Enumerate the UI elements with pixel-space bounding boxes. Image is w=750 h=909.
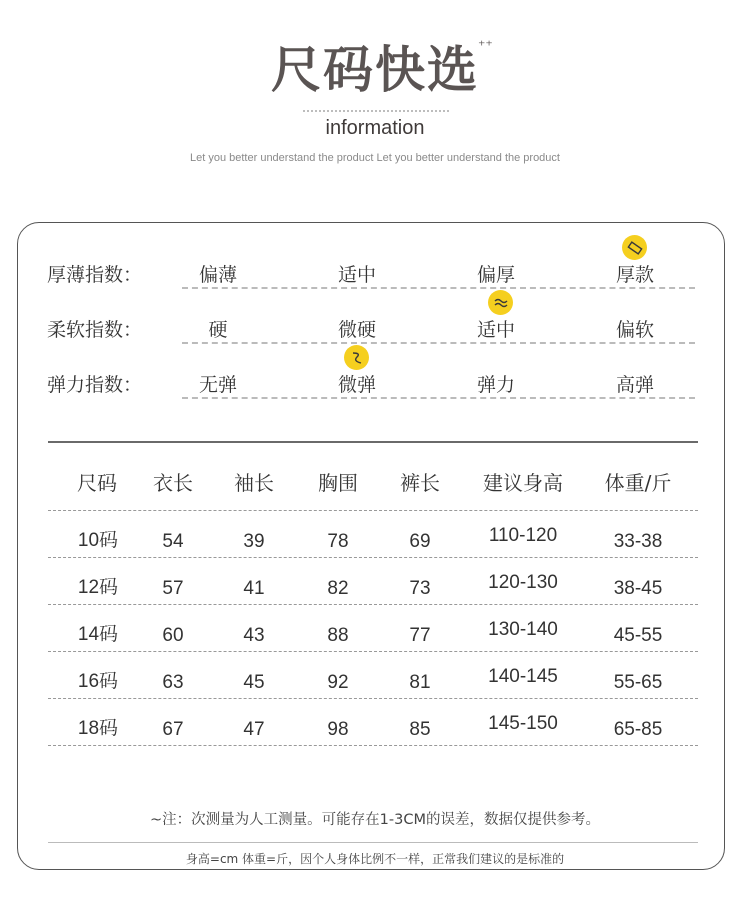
table-cell: 16码 (77, 671, 119, 692)
footnote: 身高=cm 体重=斤，因个人身体比例不一样，正常我们建议的是标准的 (185, 852, 565, 866)
table-cell: 33-38 (613, 531, 663, 552)
table-cell: 77 (409, 625, 431, 646)
table-cell: 45-55 (613, 625, 663, 646)
softness-option: 微硬 (337, 319, 376, 341)
table-cell: 88 (327, 625, 349, 646)
divider (182, 342, 695, 344)
table-cell: 55-65 (613, 672, 663, 693)
softness-index-label: 柔软指数： (47, 319, 143, 341)
section-divider (48, 441, 698, 443)
table-cell: 18码 (77, 718, 119, 739)
softness-option-selected: 适中 (476, 319, 515, 341)
table-cell: 92 (327, 672, 349, 693)
table-cell: 14码 (77, 624, 119, 645)
table-cell: 12码 (77, 577, 119, 598)
divider (182, 397, 695, 399)
table-cell: 43 (243, 625, 265, 646)
thickness-option: 偏厚 (476, 264, 515, 286)
ruler-icon (622, 235, 647, 260)
table-cell: 82 (327, 578, 349, 599)
table-cell: 140-145 (488, 666, 558, 687)
row-divider (48, 510, 698, 511)
table-cell: 130-140 (488, 619, 558, 640)
thickness-index-label: 厚薄指数： (47, 264, 143, 286)
table-cell: 63 (162, 672, 184, 693)
elasticity-option: 弹力 (476, 374, 515, 396)
col-header-sleeve: 袖长 (234, 471, 274, 495)
wave-icon (488, 290, 513, 315)
table-cell: 10码 (77, 530, 119, 551)
col-header-size: 尺码 (77, 471, 117, 495)
col-header-chest: 胸围 (318, 471, 358, 495)
table-cell: 98 (327, 719, 349, 740)
row-divider (48, 651, 698, 652)
page-title: 尺码快选 (271, 41, 479, 99)
elasticity-option-selected: 微弹 (337, 374, 376, 396)
table-cell: 110-120 (488, 525, 558, 546)
thickness-option: 偏薄 (198, 264, 237, 286)
elasticity-index-label: 弹力指数： (47, 374, 143, 396)
measurement-note: ~注：次测量为人工测量。可能存在1-3CM的误差，数据仅提供参考。 (150, 812, 600, 828)
thickness-option-selected: 厚款 (615, 264, 654, 286)
divider (48, 842, 698, 843)
row-divider (48, 604, 698, 605)
table-cell: 145-150 (488, 713, 558, 734)
table-cell: 54 (162, 531, 184, 552)
table-cell: 85 (409, 719, 431, 740)
table-cell: 39 (243, 531, 265, 552)
table-cell: 81 (409, 672, 431, 693)
divider (303, 110, 449, 112)
table-cell: 78 (327, 531, 349, 552)
sparkle-icon: ⁺⁺ (478, 38, 493, 54)
divider (182, 287, 695, 289)
table-cell: 65-85 (613, 719, 663, 740)
table-cell: 73 (409, 578, 431, 599)
row-divider (48, 745, 698, 746)
table-cell: 47 (243, 719, 265, 740)
table-cell: 38-45 (613, 578, 663, 599)
thickness-option: 适中 (337, 264, 376, 286)
table-cell: 67 (162, 719, 184, 740)
softness-option: 偏软 (615, 319, 654, 341)
page-subtitle: information (325, 117, 425, 139)
softness-option: 硬 (208, 319, 228, 341)
col-header-pants: 裤长 (400, 471, 440, 495)
row-divider (48, 698, 698, 699)
table-cell: 60 (162, 625, 184, 646)
row-divider (48, 557, 698, 558)
table-cell: 120-130 (488, 572, 558, 593)
tagline: Let you better understand the product Let you better understand the product (190, 152, 560, 164)
elasticity-option: 无弹 (198, 374, 237, 396)
spring-icon (344, 345, 369, 370)
table-cell: 41 (243, 578, 265, 599)
table-cell: 57 (162, 578, 184, 599)
col-header-length: 衣长 (153, 471, 193, 495)
table-cell: 45 (243, 672, 265, 693)
col-header-height: 建议身高 (483, 471, 563, 495)
table-cell: 69 (409, 531, 431, 552)
col-header-weight: 体重/斤 (604, 471, 672, 495)
elasticity-option: 高弹 (615, 374, 654, 396)
